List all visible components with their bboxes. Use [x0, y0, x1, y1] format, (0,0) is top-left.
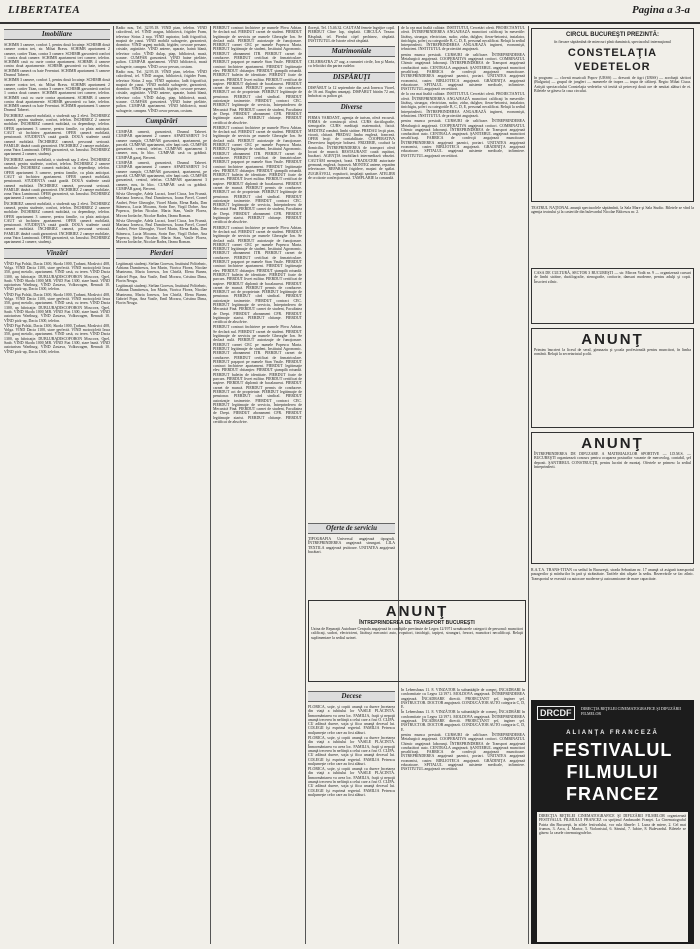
ads-inchiriez-3: ÎNCHIRIEZ cameră mobilată, o studentă sau 2 elevi. ÎNCHIRIEZ cameră, pentru studente, confort, telefon. ÎNCHIRIEZ 2 camere mobilate. ÎNCHIRIEZ cameră mobilată, cu dependinţe, telefon. OFER apartament 3 camere, pentru familie, cu plata anticipat. CAUT să închiriez apartament. OFER cameră mobilată, pensionară. STUDENTĂ caută gazdă. DOUĂ studente caută cameră mobilată. ÎNCHIRIEZ cameră, persoană serioasă. FAMILIE tânără caută garsonieră. INCHIRIEZ 2 camere mobilate, zona Vatra Luminoasă. OFER garsonieră, str. Iancului. ÎNCHIRIEZ apartament 2 camere, studenţi.	[4, 201, 110, 245]
oferte-body: TIPOGRAFIA Universul angajează tipografi. ÎNTREPRINDEREA angajează strungari. LILA TEXTILA angajează ţesătoare. UNITATEA angajează bucătari.	[308, 537, 395, 554]
column-5-bottom	[401, 688, 525, 946]
festival-line-4: FRANCEZ	[566, 784, 659, 804]
anunt-idms-body: ÎNTREPRINDEREA DE DIFUZARE A MATERIALELOR SPORTIVE — I.D.M.S. — BUCUREŞTI organizează concurs pentru ocuparea posturilor vacante de merceolog, contabil, şef depozit. ŞANTIERUL CONSTRUCŢII, pentru lucrări de montaj. Ofertele se primesc la sediul întreprinderii.	[534, 452, 691, 469]
column-divider	[305, 26, 306, 944]
ads-pierdut-2: PIERDUT contract închiriere pe numele Pîrvu Adrian. Se declară nul. PIERDUT carnet de student. PIERDUT legitimaţie de serviciu pe numele Gheorghe Ion. Se declară nulă. PIERDUT autorizaţie de funcţionare. PIERDUT carnet CEC pe numele Popescu Maria. PIERDUT legitimaţie de student, Institutul Agronomic. PIERDUT abonament ITB. PIERDUT carnet de conducere. PIERDUT certificat de înmatriculare. PIERDUT paşaport pe numele Stan Vasile. PIERDUT contract închiriere apartament. PIERDUT legitimaţie elev. PIERDUT chitanţier. PIERDUT ştampilă rotundă. PIERDUT buletin de identitate. PIERDUT foaie de parcurs. PIERDUT livret militar. PIERDUT certificat de naştere. PIERDUT diplomă de bacalaureat. PIERDUT carnet de muncă. PIERDUT permis de conducere. PIERDUT act de proprietate. PIERDUT legitimaţie de pensionar. PIERDUT cârd sindical. PIERDUT autorizaţie taximetrie. PIERDUT contract CEC. PIERDUT legitimaţie de serviciu, Întreprinderea de Mecanică Fină. PIERDUT carnet de student, Facultatea de Drept. PIERDUT abonament CFR. PIERDUT legitimaţie ziarist. PIERDUT chitanţe. PIERDUT certificat de absolvire.	[213, 125, 302, 225]
column-1	[4, 26, 110, 946]
column-divider	[210, 26, 211, 944]
circ-subtitle: în fiecare săptămînă de miercuri pînă duminică, spectacolul internaţional	[554, 39, 671, 44]
section-header-cumparari: Cumpărări	[116, 116, 207, 127]
festival-organizer: DIRECŢIA REŢELEI CINEMATOGRAFICE ŞI DIFUZĂRII FILMELOR	[581, 706, 681, 716]
ads-decese-3: FLORICA, soţie, şi copiii anunţă cu durere încetarea din viaţă a iubitului lor VASILE PLĂCINTĂ. Înmormântarea va avea loc. FAMILIA, fraţii şi nepoţii anunţă trecerea în nefiinţă a celui care a fost O. CLIPA. CU adâncă durere, soţia şi fiica anunţă decesul lui. COLEGII îşi exprimă regretul. FAMILIA Petrescu mulţumeşte celor care au fost alături.	[308, 767, 395, 797]
ads-pierderi-legitimatii: Legitimaţii studenţi. Stelian Gorescu, Institutul Politehnic, Adriana Dumitrescu, Ion Marin, Viorica Florea, Nicolae Munteanu, Maria Ionescu, Ion Chirilă, Elena Bunea, Gabriel Popa, Ana Vasile, Emil Moraru, Cristina Dima, Florin Neagu.	[116, 261, 207, 283]
teatrul-national	[531, 206, 694, 266]
ads-inchiriez-2: ÎNCHIRIEZ cameră mobilată, o studentă sau 2 elevi. ÎNCHIRIEZ cameră, pentru studente, confort, telefon. ÎNCHIRIEZ 2 camere mobilate. ÎNCHIRIEZ cameră mobilată, cu dependinţe, telefon. OFER apartament 3 camere, pentru familie, cu plata anticipat. CAUT să închiriez apartament. OFER cameră mobilată, pensionară. STUDENTĂ caută gazdă. DOUĂ studente caută cameră mobilată. ÎNCHIRIEZ cameră, persoană serioasă. FAMILIE tânără caută garsonieră. INCHIRIEZ 2 camere mobilate, zona Vatra Luminoasă. OFER garsonieră, str. Iancului. ÎNCHIRIEZ apartament 2 camere, studenţi.	[4, 157, 110, 201]
ads-angajari-3: de la cea mai înaltă calitate. INSTITUTUL Cercetări oferă. PROIECTANTUL oferă. ÎNTREPRINDEREA ANGAJEAZĂ muncitori calificaţi în meseriile: lăcătuş, strungar, electrician, sudor, zidar, dulgher, fierar-betonist, instalator, tinichigiu, şoferi cu categoriile B, C, D, E, personal necalificat. Relaţii la sediul întreprinderii. ÎNTREPRINDEREA ANGAJEAZĂ ingineri, economişti, tehnicieni. INSTITUTUL de proiectări angajează.	[401, 92, 525, 118]
ads-names-2: Silvia Gheorghe, Adela Lucaci, Ionel Ciuca, Ion Frunză, Mariana Ionescu, Paul Dumitrescu, Ioana Pavel, Cornel Andrei, Petre Gheorghe, Viorel Marin, Elena Radu, Dan Stănescu, Lucia Mocanu, Sorin Ene, Virgil Dobre, Ana Popescu, Ştefan Niculae, Maria Stan, Vasile Florea, Mircea Iordache, Nicolae Badea, Ileana Roman.	[116, 218, 207, 245]
ads-matrimoniale: CELEBRATRA 27 aug. a cununiei civile, Ion şi Maria, cu felicitări din partea rudelor.	[308, 60, 395, 69]
casa-cultura-box	[531, 268, 694, 324]
ads-decese: FLORICA, soţie, şi copiii anunţă cu durere încetarea din viaţă a iubitului lor VASILE PLĂCINTĂ. Înmormântarea va avea loc. FAMILIA, fraţii şi nepoţii anunţă trecerea în nefiinţă a celui care a fost O. CLIPA. CU adâncă durere, soţia şi fiica anunţă decesul lui. COLEGII îşi exprimă regretul. FAMILIA Petrescu mulţumeşte celor care au fost alături.	[308, 705, 395, 735]
page-header	[0, 0, 700, 24]
ads-pierdut-4: PIERDUT contract închiriere pe numele Pîrvu Adrian. Se declară nul. PIERDUT carnet de student. PIERDUT legitimaţie de serviciu pe numele Gheorghe Ion. Se declară nulă. PIERDUT autorizaţie de funcţionare. PIERDUT carnet CEC pe numele Popescu Maria. PIERDUT legitimaţie de student, Institutul Agronomic. PIERDUT abonament ITB. PIERDUT carnet de conducere. PIERDUT certificat de înmatriculare. PIERDUT paşaport pe numele Stan Vasile. PIERDUT contract închiriere apartament. PIERDUT legitimaţie elev. PIERDUT chitanţier. PIERDUT ştampilă rotundă. PIERDUT buletin de identitate. PIERDUT foaie de parcurs. PIERDUT livret militar. PIERDUT certificat de naştere. PIERDUT diplomă de bacalaureat. PIERDUT carnet de muncă. PIERDUT permis de conducere. PIERDUT act de proprietate. PIERDUT legitimaţie de pensionar. PIERDUT cârd sindical. PIERDUT autorizaţie taximetrie. PIERDUT contract CEC. PIERDUT legitimaţie de serviciu, Întreprinderea de Mecanică Fină. PIERDUT carnet de student, Facultatea de Drept. PIERDUT abonament CFR. PIERDUT legitimaţie ziarist. PIERDUT chitanţe. PIERDUT certificat de absolvire.	[213, 325, 302, 425]
column-3	[213, 26, 302, 946]
column-5	[401, 26, 525, 596]
ads-angajari-bottom-3: pentru munca prestată. CURSURI de calificare. ÎNTREPRINDEREA Metalurgică angajează. COOPERATIVA angajează croitori. COMBINATUL Chimic angajează laboranţi. ÎNTREPRINDEREA de Transport angajează conducători auto. CENTRALA angajează. ŞANTIERUL angajează muncitori necalificaţi. FABRICA de confecţii angajează muncitoare. ÎNTREPRINDEREA angajează paznici, portari. UNITATEA angajează economist, casier. BIBLIOTECA angajează. GRĂDINIŢA angajează educatoare. SPITALUL angajează asistente medicale, infirmiere. INSTITUTUL angajează cercetători.	[401, 732, 525, 772]
column-divider	[528, 26, 529, 944]
ads-vind-items-2: Radio nou, Tel. 32.95.18. VÎND pian, telefon. VÎND caloriferul, tel. VÎND aragaz, bibliotecă, frigider Fram, televizor Sirius 2 nou. VÎND aspirator, ladă frigorifică, maşină de cusut. VÎND mobilă sufragerie, garsonieră, dormitor. VÎND urgent mobilă, frigider, covoare persane, cristale, argintărie. VÎND antene, aparate, haină blană, televizor color. VÎND dulap, pian, bibliotecă, masă, scaune. CUMPĂR garsonieră. VÎND haine pielărie, palton. CUMPĂR apartament. VÎND bibliotecă, masă sufragerie, canapea. VÎND covor persan, costum.	[116, 69, 207, 113]
section-header-oferte: Oferte de serviciu	[308, 523, 395, 534]
ads-diverse: FIRMA VARDANT, agenţia de turism, oferă excursii. FIRMA de construcţii oferă. CURS dactilografie, stenografie. CURS meditaţii matematică, fizică. MEDITEZ română, limbi străine. PREDAU lecţii pian, vioară, chitară. PREDAU limba engleză, franceză. OFER lecţii de contabilitate. COOPERATIVA Deservirea îngrijeşte bolnavi. FRIZERIE, coafură la domiciliu. ÎNTREPRINDEREA de transport oferă locuri de muncă. RESTAURANT caută ospătari, bucătari. AGENŢIA imobiliară intermediază vânzări. CAUTĂM menajeră, bonă. TRADUCERI autorizate germană, engleză, franceză. MONTEZ antene, reparăm televizoare. REPARĂM frigidere, maşini de spălat. ZUGRĂVELI, vopsitorii, instalaţii sanitare. ATELIER de croitorie confecţionează. TÂMPLĂRIE la comandă.	[308, 115, 395, 180]
anunt-scoala-heading: ANUNŢ	[581, 331, 644, 348]
anunt-heading: ANUNŢ	[385, 603, 449, 620]
ads-pierderi-legitimatii-2: Legitimaţii studenţi. Stelian Gorescu, Institutul Politehnic, Adriana Dumitrescu, Ion Marin, Viorica Florea, Nicolae Munteanu, Maria Ionescu, Ion Chirilă, Elena Bunea, Gabriel Popa, Ana Vasile, Emil Moraru, Cristina Dima, Florin Neagu.	[116, 284, 207, 306]
circ-box	[531, 28, 694, 202]
festival-body: DIRECŢIA REŢELEI CINEMATOGRAFICE ŞI DIFUZĂRII FILMELOR organizează FESTIVALUL FILMULUI FRANCEZ cu sprijinul Ambasadei Franţei. La Cinematograful Patria din Bucureşti, în zilele festivalului, vor rula filmele: 1. Luna de miere, 2. Cel mai frumos, 3. Arca, 4. Martor, 5. Violonistul, 6. Sărutul, 7. Iubire, 8. Bulevardul. Biletele se găsesc la casele cinematografelor.	[537, 812, 688, 942]
ads-misc: floreşti, Tel. 15.46.32. CAUTĂM femeie îngrijire copil. PIERDUT Cîine lup, răsplată. CIRCULA Tezaur. Răsplată, tel. Pierdut căţel pechinez, răsplată. INSTITUTUL de Istorie oferă răsplată.	[308, 26, 395, 43]
section-header-pierderi: Pierderi	[116, 248, 207, 259]
ads-names: Silvia Gheorghe, Adela Lucaci, Ionel Ciuca, Ion Frunză, Mariana Ionescu, Paul Dumitrescu, Ioana Pavel, Cornel Andrei, Petre Gheorghe, Viorel Marin, Elena Radu, Dan Stănescu, Lucia Mocanu, Sorin Ene, Virgil Dobre, Ana Popescu, Ştefan Niculae, Maria Stan, Vasile Florea, Mircea Iordache, Nicolae Badea, Ileana Roman.	[116, 192, 207, 218]
ads-angajari-bottom-2: În Lebenshaus 11. 8. VINZĂTOR la subunităţile de comerţ. ÎNCADRĂRI în conformitate cu Legea 12/1971. MOLDOVA angajează. ÎNTREPRINDEREA angajează. ÎNCADRARE directă. PROIECTANT şef, inginer şef. INSTRUCTOR. DOCTOR angajează. CONDUCĂTOR AUTO categoria C, D, E.	[401, 710, 525, 732]
ads-pierdut-3: PIERDUT contract închiriere pe numele Pîrvu Adrian. Se declară nul. PIERDUT carnet de student. PIERDUT legitimaţie de serviciu pe numele Gheorghe Ion. Se declară nulă. PIERDUT autorizaţie de funcţionare. PIERDUT carnet CEC pe numele Popescu Maria. PIERDUT legitimaţie de student, Institutul Agronomic. PIERDUT abonament ITB. PIERDUT carnet de conducere. PIERDUT certificat de înmatriculare. PIERDUT paşaport pe numele Stan Vasile. PIERDUT contract închiriere apartament. PIERDUT legitimaţie elev. PIERDUT chitanţier. PIERDUT ştampilă rotundă. PIERDUT buletin de identitate. PIERDUT foaie de parcurs. PIERDUT livret militar. PIERDUT certificat de naştere. PIERDUT diplomă de bacalaureat. PIERDUT carnet de muncă. PIERDUT permis de conducere. PIERDUT act de proprietate. PIERDUT legitimaţie de pensionar. PIERDUT cârd sindical. PIERDUT autorizaţie taximetrie. PIERDUT contract CEC. PIERDUT legitimaţie de serviciu, Întreprinderea de Mecanică Fină. PIERDUT carnet de student, Facultatea de Drept. PIERDUT abonament CFR. PIERDUT legitimaţie ziarist. PIERDUT chitanţe. PIERDUT certificat de absolvire.	[213, 225, 302, 325]
ads-inchiriez: ÎNCHIRIEZ cameră mobilată, o studentă sau 2 elevi. ÎNCHIRIEZ cameră, pentru studente, confort, telefon. ÎNCHIRIEZ 2 camere mobilate. ÎNCHIRIEZ cameră mobilată, cu dependinţe, telefon. OFER apartament 3 camere, pentru familie, cu plata anticipat. CAUT să închiriez apartament. OFER cameră mobilată, pensionară. STUDENTĂ caută gazdă. DOUĂ studente caută cameră mobilată. ÎNCHIRIEZ cameră, persoană serioasă. FAMILIE tânără caută garsonieră. INCHIRIEZ 2 camere mobilate, zona Vatra Luminoasă. OFER garsonieră, str. Iancului. ÎNCHIRIEZ apartament 2 camere, studenţi.	[4, 113, 110, 157]
anunt-idms-heading: ANUNŢ	[581, 435, 644, 452]
section-header-decese: Decese	[308, 691, 395, 702]
anunt-idms-box	[531, 432, 694, 564]
anunt-transport-box	[308, 600, 526, 682]
page-number: Pagina a 3-a	[631, 4, 690, 16]
festival-line-1: ALIANŢA FRANCEZĂ	[566, 730, 659, 736]
ads-angajari-4: pentru munca prestată. CURSURI de calificare. ÎNTREPRINDEREA Metalurgică angajează. COOPERATIVA angajează croitori. COMBINATUL Chimic angajează laboranţi. ÎNTREPRINDEREA de Transport angajează conducători auto. CENTRALA angajează. ŞANTIERUL angajează muncitori necalificaţi. FABRICA de confecţii angajează muncitoare. ÎNTREPRINDEREA angajează paznici, portari. UNITATEA angajează economist, casier. BIBLIOTECA angajează. GRĂDINIŢA angajează educatoare. SPITALUL angajează asistente medicale, infirmiere. INSTITUTUL angajează cercetători.	[401, 119, 525, 158]
anunt-body: Uzina de Reparaţii Autobuze Cenţrala angajează în condiţiile prevăzute de Legea 12/1971 următoarele categorii de personal: muncitori calificaţi, sudori, electricieni, lăcătuşi mecanici auto, vopsitori, tinichigii, tapiţeri, strungari, frezori, muncitori necalificaţi. Relaţii suplimentare la sediul uzinei.	[311, 627, 523, 640]
ads-vind-3: VÎND Fiat Polski, Dacia 1300, Skoda 1000, Trabant, Moskvici 408, Volga. VÎND Dacia 1100, stare perfectă. VÎND motocicletă Iawa 350, garaj metalic, apartament. VÎND casă, cu teren. VÎND Dacia 1300, an fabricaţie. DUBLURADISCOFORON Moscova, Opel, Saab. VÎND Skoda 1000 MB. VÎND Fiat 1300, stare bună. VÎND autoturism Wartburg. VÎND Zastava, Volkswagen, Renault 10. VÎND pick-up, Dacia 1300, telefon.	[4, 323, 110, 354]
ads-schimb-2: SCHIMB 3 camere, confort 1, pentru două locuinţe. SCHIMB două camere contra trei, str. Mihai Bravu. SCHIMB apartament 2 camere, cartier Titan, contra 3 camere. SCHIMB garsonieră confort 1 contra două camere. SCHIMB apartament trei camere, telefon. SCHIMB casă cu curte contra apartament. SCHIMB 4 camere contra două apartamente. SCHIMB garsonieră cu baie, telefon. SCHIMB cameră cu baie Ferentari. SCHIMB apartament 3 camere Drumul Taberei.	[4, 78, 110, 113]
ads-cumpar-2: CUMPĂR cameră, garsonieră, Drumul Taberei. CUMPĂR apartament 2 camere. APARTAMENT 3-4 camere cumpăr. CUMPĂR garsonieră, apartament, pe parcelă. CUMPĂR apartament, ofer bani cash. CUMPĂR garsonieră, central, telefon. CUMPĂR apartament 3 camere, nou, în bloc. CUMPĂR casă cu grădină. CUMPĂR garaj, Berceni.	[116, 161, 207, 191]
ads-pierdut: PIERDUT contract închiriere pe numele Pîrvu Adrian. Se declară nul. PIERDUT carnet de student. PIERDUT legitimaţie de serviciu pe numele Gheorghe Ion. Se declară nulă. PIERDUT autorizaţie de funcţionare. PIERDUT carnet CEC pe numele Popescu Maria. PIERDUT legitimaţie de student, Institutul Agronomic. PIERDUT abonament ITB. PIERDUT carnet de conducere. PIERDUT certificat de înmatriculare. PIERDUT paşaport pe numele Stan Vasile. PIERDUT contract închiriere apartament. PIERDUT legitimaţie elev. PIERDUT chitanţier. PIERDUT ştampilă rotundă. PIERDUT buletin de identitate. PIERDUT foaie de parcurs. PIERDUT livret militar. PIERDUT certificat de naştere. PIERDUT diplomă de bacalaureat. PIERDUT carnet de muncă. PIERDUT permis de conducere. PIERDUT act de proprietate. PIERDUT legitimaţie de pensionar. PIERDUT cârd sindical. PIERDUT autorizaţie taximetrie. PIERDUT contract CEC. PIERDUT legitimaţie de serviciu, Întreprinderea de Mecanică Fină. PIERDUT carnet de student, Facultatea de Drept. PIERDUT abonament CFR. PIERDUT legitimaţie ziarist. PIERDUT chitanţe. PIERDUT certificat de absolvire.	[213, 26, 302, 125]
ads-angajari-2: pentru munca prestată. CURSURI de calificare. ÎNTREPRINDEREA Metalurgică angajează. COOPERATIVA angajează croitori. COMBINATUL Chimic angajează laboranţi. ÎNTREPRINDEREA de Transport angajează conducători auto. CENTRALA angajează. ŞANTIERUL angajează muncitori necalificaţi. FABRICA de confecţii angajează muncitoare. ÎNTREPRINDEREA angajează paznici, portari. UNITATEA angajează economist, casier. BIBLIOTECA angajează. GRĂDINIŢA angajează educatoare. SPITALUL angajează asistente medicale, infirmiere. INSTITUTUL angajează cercetători.	[401, 52, 525, 92]
section-header-diverse: Diverse	[308, 102, 395, 113]
rata-body: R.A.T.A. TRANS-TITAN cu sediul în Bucureşti, strada Sebastian nr. 17 anunţă că asigură transportul pasagerilor şi mărfurilor în ţară şi străinătate. Tarifele sînt afişate la sediu. Rezervările se fac zilnic. Transportul se execută cu autocare moderne şi autocamioane de mare capacitate.	[531, 568, 694, 581]
ads-vind-2: VÎND Fiat Polski, Dacia 1300, Skoda 1000, Trabant, Moskvici 408, Volga. VÎND Dacia 1100, stare perfectă. VÎND motocicletă Iawa 350, garaj metalic, apartament. VÎND casă, cu teren. VÎND Dacia 1300, an fabricaţie. DUBLURADISCOFORON Moscova, Opel, Saab. VÎND Skoda 1000 MB. VÎND Fiat 1300, stare bună. VÎND autoturism Wartburg. VÎND Zastava, Volkswagen, Renault 10. VÎND pick-up, Dacia 1300, telefon.	[4, 292, 110, 323]
ads-angajari-bottom: În Lebenshaus 11. 8. VINZĂTOR la subunităţile de comerţ. ÎNCADRĂRI în conformitate cu Legea 12/1971. MOLDOVA angajează. ÎNTREPRINDEREA angajează. ÎNCADRARE directă. PROIECTANT şef, inginer şef. INSTRUCTOR. DOCTOR angajează. CONDUCĂTOR AUTO categoria C, D, E.	[401, 688, 525, 710]
circ-title: CIRCUL BUCUREŞTI PREZINTĂ:	[566, 32, 659, 38]
ads-vind-items: Radio nou, Tel. 32.95.18. VÎND pian, telefon. VÎND caloriferul, tel. VÎND aragaz, bibliotecă, frigider Fram, televizor Sirius 2 nou. VÎND aspirator, ladă frigorifică, maşină de cusut. VÎND mobilă sufragerie, garsonieră, dormitor. VÎND urgent mobilă, frigider, covoare persane, cristale, argintărie. VÎND antene, aparate, haină blană, televizor color. VÎND dulap, pian, bibliotecă, masă, scaune. CUMPĂR garsonieră. VÎND haine pielărie, palton. CUMPĂR apartament. VÎND bibliotecă, masă sufragerie, canapea. VÎND covor persan, costum.	[116, 26, 207, 69]
festival-poster	[531, 700, 694, 944]
anunt-subheading: ÎNTREPRINDEREA DE TRANSPORT BUCUREŞTI	[359, 620, 475, 626]
ads-decese-2: FLORICA, soţie, şi copiii anunţă cu durere încetarea din viaţă a iubitului lor VASILE PLĂCINTĂ. Înmormântarea va avea loc. FAMILIA, fraţii şi nepoţii anunţă trecerea în nefiinţă a celui care a fost O. CLIPA. CU adâncă durere, soţia şi fiica anunţă decesul lui. COLEGII îşi exprimă regretul. FAMILIA Petrescu mulţumeşte celor care au fost alături.	[308, 736, 395, 766]
ads-angajari: de la cea mai înaltă calitate. INSTITUTUL Cercetări oferă. PROIECTANTUL oferă. ÎNTREPRINDEREA ANGAJEAZĂ muncitori calificaţi în meseriile: lăcătuş, strungar, electrician, sudor, zidar, dulgher, fierar-betonist, instalator, tinichigiu, şoferi cu categoriile B, C, D, E, personal necalificat. Relaţii la sediul întreprinderii. ÎNTREPRINDEREA ANGAJEAZĂ ingineri, economişti, tehnicieni. INSTITUTUL de proiectări angajează.	[401, 26, 525, 52]
anunt-scoala-box	[531, 328, 694, 428]
ads-cumpar: CUMPĂR cameră, garsonieră, Drumul Taberei. CUMPĂR apartament 2 camere. APARTAMENT 3-4 camere cumpăr. CUMPĂR garsonieră, apartament, pe parcelă. CUMPĂR apartament, ofer bani cash. CUMPĂR garsonieră, central, telefon. CUMPĂR apartament 3 camere, nou, în bloc. CUMPĂR casă cu grădină. CUMPĂR garaj, Berceni.	[116, 129, 207, 160]
column-divider	[113, 26, 114, 944]
teatrul-body: TEATRUL NAŢIONAL anunţă spectacolele săptămînii, la Sala Mare şi Sala Studio. Biletele se vînd la agenţia teatrului şi la casieriile din bulevardul Nicolae Bălcescu nr. 2.	[531, 206, 694, 215]
column-divider	[398, 26, 399, 944]
oferte-serviciu	[308, 520, 395, 596]
ads-schimb: SCHIMB 3 camere, confort 1, pentru două locuinţe. SCHIMB două camere contra trei, str. Mihai Bravu. SCHIMB apartament 2 camere, cartier Titan, contra 3 camere. SCHIMB garsonieră confort 1 contra două camere. SCHIMB apartament trei camere, telefon. SCHIMB casă cu curte contra apartament. SCHIMB 4 camere contra două apartamente. SCHIMB garsonieră cu baie, telefon. SCHIMB cameră cu baie Ferentari. SCHIMB apartament 3 camere Drumul Taberei.	[4, 43, 110, 78]
festival-line-2: FESTIVALUL	[552, 740, 673, 760]
circ-show: CONSTELAŢIA VEDETELOR	[567, 47, 658, 73]
circ-body: în program: — clovnii muzicali Popov (URSS) — dresorii de tigri (URSS) — acrobaţii săritori (Bulgaria) — grupul de jongleri — numerele de trapez — trupa de călăreţi. Regia: Mihai Ciuca. Artiştii spectacolului Constelaţia vedetelor vă invită să petreceţi două ore de neuitat alături de ei. Biletele se găsesc la casa circului.	[534, 76, 691, 93]
section-header-vinzari: Vînzări	[4, 248, 110, 259]
section-header-matrimoniale: Matrimoniale	[308, 46, 395, 57]
column-2	[116, 26, 207, 946]
ads-disparuti: DISPĂRUT la 12 septembrie din casă Ionescu Viorel, de 16 ani. Rugăm anunţaţi. DISPĂRUT bătrân 72 ani, îmbrăcat cu palton gri.	[308, 85, 395, 99]
ads-vind: VÎND Fiat Polski, Dacia 1300, Skoda 1000, Trabant, Moskvici 408, Volga. VÎND Dacia 1100, stare perfectă. VÎND motocicletă Iawa 350, garaj metalic, apartament. VÎND casă, cu teren. VÎND Dacia 1300, an fabricaţie. DUBLURADISCOFORON Moscova, Opel, Saab. VÎND Skoda 1000 MB. VÎND Fiat 1300, stare bună. VÎND autoturism Wartburg. VÎND Zastava, Volkswagen, Renault 10. VÎND pick-up, Dacia 1300, telefon.	[4, 261, 110, 292]
anunt-scoala-body: Primim înscrieri la liceul de seral, gimnaziu şi şcoala profesională pentru muncitori, în limba română. Relaţii la secretariatul şcolii.	[534, 348, 691, 357]
casa-body: CASA DE CULTURĂ, SECTOR 3 BUCUREŞTI — str. Mircea Vodă nr. 9 — organizează cursuri de limbi străine, dactilografie, stenografie, croitorie, dansuri moderne, pentru adulţi şi copii. Înscrieri zilnic.	[534, 271, 691, 284]
rata-trans	[531, 568, 694, 696]
newspaper-title: LIBERTATEA	[8, 4, 81, 16]
section-header-imobiliare: Imobiliare	[4, 29, 110, 40]
section-header-disparuti: DISPĂRUŢI	[308, 72, 395, 83]
drcdf-logo: DRCDF	[537, 706, 575, 720]
decese-column	[308, 688, 395, 946]
festival-line-3: FILMULUI	[566, 762, 659, 782]
